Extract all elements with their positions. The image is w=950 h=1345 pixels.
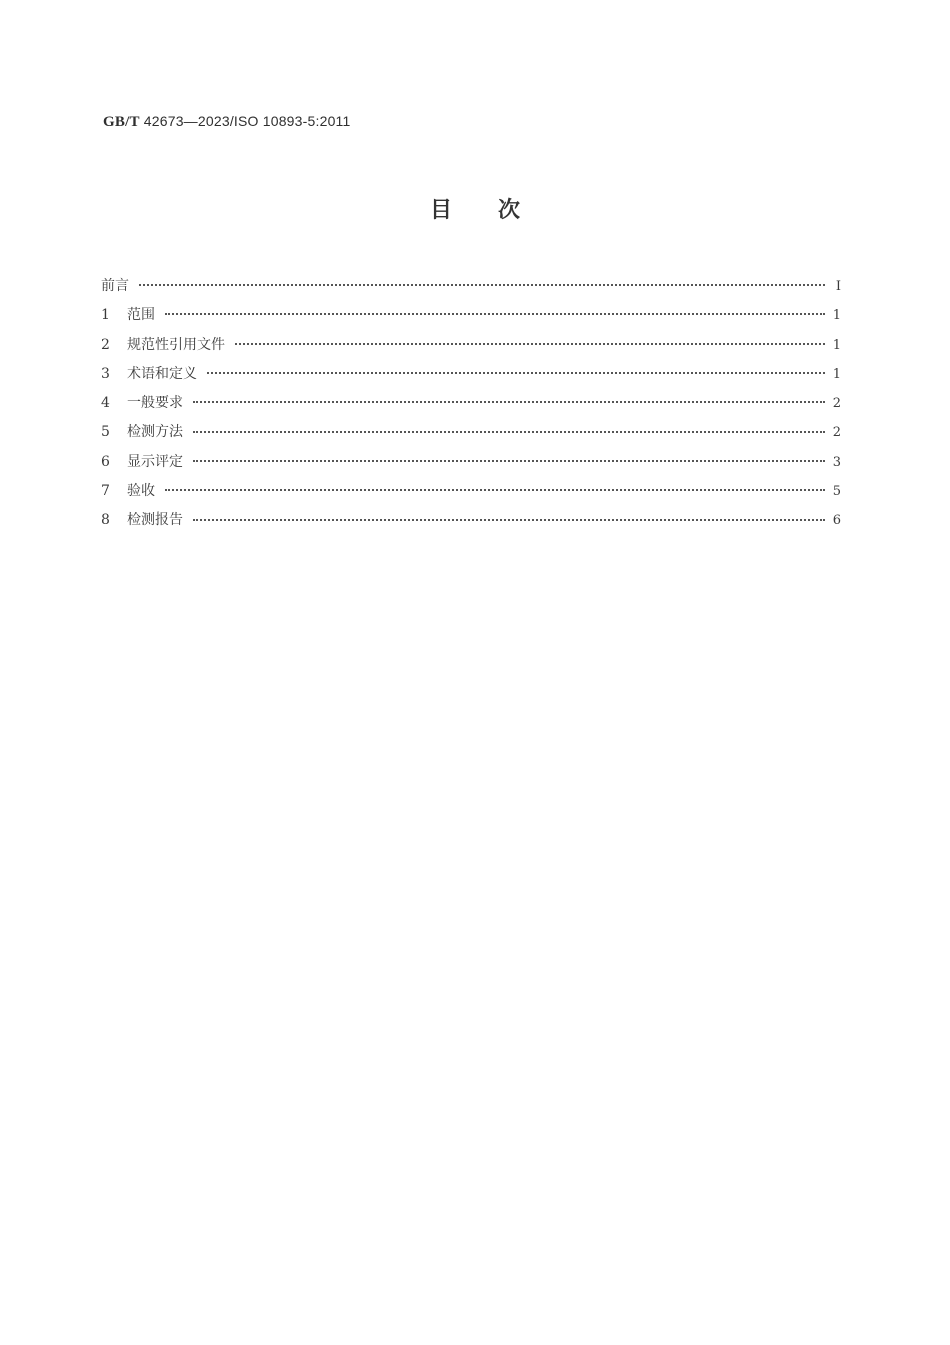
toc-entry-label: 一般要求 [127, 395, 183, 412]
toc-entry-number: 4 [101, 395, 110, 412]
toc-entry-number: 3 [101, 365, 110, 382]
toc-entry-page: 1 [832, 337, 841, 353]
toc-entry-label: 前言 [101, 278, 129, 294]
toc-entry-terms-definitions[interactable] [101, 360, 841, 389]
toc-title-char-1: 目 [429, 198, 452, 223]
toc-leader-dots [193, 400, 825, 403]
toc-entry-number: 1 [101, 307, 110, 324]
toc-entry-number: 5 [101, 424, 110, 441]
toc-leader-dots [207, 371, 825, 374]
standard-number-header [103, 113, 351, 131]
toc-entry-label: 规范性引用文件 [127, 336, 225, 353]
toc-entry-page: 2 [832, 396, 841, 412]
toc-entry-label: 范围 [127, 307, 155, 324]
toc-leader-dots [235, 342, 825, 345]
toc-entry-page: 3 [832, 454, 841, 470]
toc-title [0, 193, 950, 224]
toc-entry-acceptance[interactable] [101, 477, 841, 506]
toc-entry-scope[interactable] [101, 301, 841, 330]
toc-entry-general-requirements[interactable] [101, 389, 841, 418]
toc-leader-dots [165, 312, 825, 315]
toc-entry-page: 2 [832, 425, 841, 441]
toc-entry-number: 8 [101, 512, 110, 529]
toc-entry-number: 2 [101, 336, 110, 353]
toc-leader-dots [193, 459, 825, 462]
standard-code: 42673—2023/ISO 10893-5:2011 [143, 113, 351, 129]
toc-leader-dots [139, 283, 825, 286]
toc-entry-normative-references[interactable] [101, 331, 841, 360]
toc-leader-dots [193, 518, 825, 521]
toc-entry-indication-evaluation[interactable] [101, 448, 841, 477]
toc-entry-page: Ⅰ [835, 279, 841, 294]
toc-entry-label: 显示评定 [127, 453, 183, 470]
toc-entry-label: 验收 [127, 483, 155, 500]
toc-entry-page: 1 [832, 366, 841, 382]
toc-title-char-2: 次 [498, 198, 521, 223]
toc-entry-test-report[interactable] [101, 506, 841, 535]
toc-entry-number: 7 [101, 483, 110, 500]
faint-watermark [408, 605, 561, 739]
toc-entry-page: 1 [832, 308, 841, 324]
toc-entry-label: 检测方法 [127, 424, 183, 441]
standard-prefix: GB/T [103, 114, 140, 130]
toc-entry-page: 5 [832, 484, 841, 500]
toc-entry-page: 6 [832, 513, 841, 529]
toc-entry-label: 术语和定义 [127, 365, 197, 382]
toc-entry-number: 6 [101, 453, 110, 470]
toc-entry-test-methods[interactable] [101, 418, 841, 447]
toc-entry-label: 检测报告 [127, 512, 183, 529]
toc-leader-dots [193, 430, 825, 433]
toc-leader-dots [165, 488, 825, 491]
toc-entry-preface[interactable] [101, 272, 841, 301]
table-of-contents [101, 272, 841, 536]
